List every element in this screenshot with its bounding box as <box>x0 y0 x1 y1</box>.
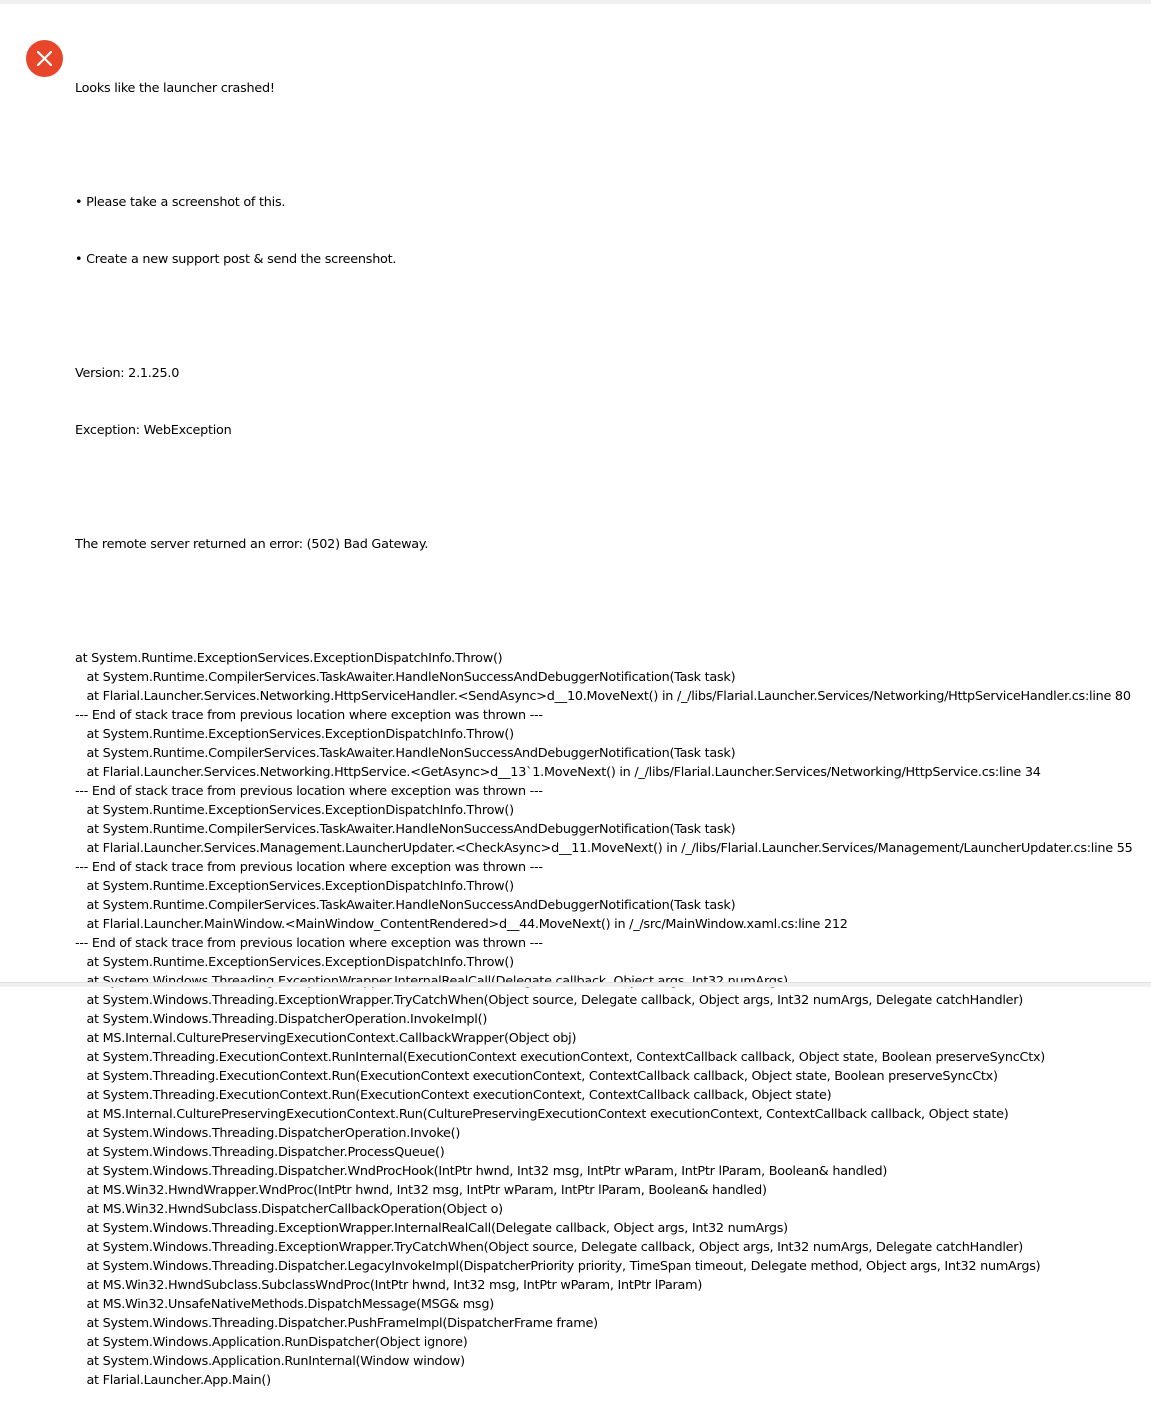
stack-trace-line: at System.Runtime.ExceptionServices.ExceptionDispatchInfo.Throw() <box>75 727 514 742</box>
stack-trace-line: at System.Windows.Threading.Dispatcher.ProcessQueue() <box>75 1145 445 1160</box>
stack-trace-line: at System.Threading.ExecutionContext.Run(ExecutionContext executionContext, ContextCallback callback, Object state, Boolean preserveSyncCtx) <box>75 1069 998 1084</box>
stack-trace-line: --- End of stack trace from previous location where exception was thrown --- <box>75 860 543 875</box>
stack-trace-line: at Flarial.Launcher.Services.Networking.HttpServiceHandler.<SendAsync>d__10.MoveNext() in /_/libs/Flarial.Launcher.Services/Networking/HttpServiceHandler.cs:line 80 <box>75 689 1131 704</box>
stack-trace-line: at System.Runtime.ExceptionServices.ExceptionDispatchInfo.Throw() <box>75 651 503 666</box>
window-bottom-edge <box>0 982 1151 987</box>
spacer <box>75 592 1145 611</box>
error-x-icon <box>26 40 63 77</box>
exception-type-label: Exception: WebException <box>75 423 232 438</box>
stack-trace-line: at System.Windows.Threading.Dispatcher.PushFrameImpl(DispatcherFrame frame) <box>75 1316 598 1331</box>
stack-trace-line: at Flarial.Launcher.App.Main() <box>75 1373 271 1388</box>
stack-trace-line: at System.Runtime.CompilerServices.TaskAwaiter.HandleNonSuccessAndDebuggerNotification(Task task) <box>75 822 736 837</box>
instruction-item: • Create a new support post & send the screenshot. <box>75 252 397 267</box>
stack-trace-line: at System.Windows.Threading.Dispatcher.LegacyInvokeImpl(DispatcherPriority priority, TimeSpan timeout, Delegate method, Object args, Int32 numArgs) <box>75 1259 1041 1274</box>
stack-trace-line: at System.Runtime.ExceptionServices.ExceptionDispatchInfo.Throw() <box>75 955 514 970</box>
stack-trace-line: at System.Windows.Threading.DispatcherOperation.InvokeImpl() <box>75 1012 488 1027</box>
spacer <box>75 136 1145 155</box>
stack-trace-line: --- End of stack trace from previous location where exception was thrown --- <box>75 784 543 799</box>
stack-trace-line: at System.Runtime.ExceptionServices.ExceptionDispatchInfo.Throw() <box>75 879 514 894</box>
stack-trace-line: at System.Runtime.ExceptionServices.ExceptionDispatchInfo.Throw() <box>75 803 514 818</box>
stack-trace-line: at System.Runtime.CompilerServices.TaskAwaiter.HandleNonSuccessAndDebuggerNotification(Task task) <box>75 670 736 685</box>
stack-trace-line: at System.Runtime.CompilerServices.TaskAwaiter.HandleNonSuccessAndDebuggerNotification(Task task) <box>75 898 736 913</box>
stack-trace-line: at System.Windows.Threading.Dispatcher.WndProcHook(IntPtr hwnd, Int32 msg, IntPtr wParam, IntPtr lParam, Boolean& handled) <box>75 1164 888 1179</box>
dialog-title: Looks like the launcher crashed! <box>75 81 275 96</box>
spacer <box>75 307 1145 326</box>
spacer <box>75 478 1145 497</box>
error-description: The remote server returned an error: (502) Bad Gateway. <box>75 537 429 552</box>
stack-trace-line: at MS.Win32.HwndWrapper.WndProc(IntPtr hwnd, Int32 msg, IntPtr wParam, IntPtr lParam, Boolean& handled) <box>75 1183 767 1198</box>
stack-trace-line: at System.Windows.Threading.DispatcherOperation.Invoke() <box>75 1126 461 1141</box>
stack-trace-line: at MS.Win32.HwndSubclass.DispatcherCallbackOperation(Object o) <box>75 1202 503 1217</box>
stack-trace-line: at Flarial.Launcher.Services.Management.LauncherUpdater.<CheckAsync>d__11.MoveNext() in /_/libs/Flarial.Launcher.Services/Management/LauncherUpdater.cs:line 55 <box>75 841 1133 856</box>
stack-trace-line: --- End of stack trace from previous location where exception was thrown --- <box>75 936 543 951</box>
stack-trace-line: at System.Threading.ExecutionContext.RunInternal(ExecutionContext executionContext, ContextCallback callback, Object state, Boolean preserveSyncCtx) <box>75 1050 1046 1065</box>
error-message-text <box>75 41 1145 1428</box>
stack-trace-line: at System.Windows.Threading.ExceptionWrapper.InternalRealCall(Delegate callback, Object args, Int32 numArgs) <box>75 1221 788 1236</box>
stack-trace-line: at System.Runtime.CompilerServices.TaskAwaiter.HandleNonSuccessAndDebuggerNotification(Task task) <box>75 746 736 761</box>
version-label: Version: 2.1.25.0 <box>75 366 180 381</box>
stack-trace-line: at MS.Win32.HwndSubclass.SubclassWndProc(IntPtr hwnd, Int32 msg, IntPtr wParam, IntPtr lParam) <box>75 1278 703 1293</box>
stack-trace <box>75 649 1145 1390</box>
instruction-item: • Please take a screenshot of this. <box>75 195 286 210</box>
stack-trace-line: at System.Windows.Application.RunInternal(Window window) <box>75 1354 465 1369</box>
stack-trace-line: at MS.Win32.UnsafeNativeMethods.DispatchMessage(MSG& msg) <box>75 1297 494 1312</box>
stack-trace-line: --- End of stack trace from previous location where exception was thrown --- <box>75 708 543 723</box>
stack-trace-line: at System.Windows.Threading.ExceptionWrapper.TryCatchWhen(Object source, Delegate callback, Object args, Int32 numArgs, Delegate catchHandler) <box>75 993 1024 1008</box>
stack-trace-line: at MS.Internal.CulturePreservingExecutionContext.CallbackWrapper(Object obj) <box>75 1031 577 1046</box>
stack-trace-line: at MS.Internal.CulturePreservingExecutionContext.Run(CulturePreservingExecutionContext executionContext, ContextCallback callback, Object state) <box>75 1107 1009 1122</box>
stack-trace-line: at Flarial.Launcher.Services.Networking.HttpService.<GetAsync>d__13`1.MoveNext() in /_/libs/Flarial.Launcher.Services/Networking/HttpService.cs:line 34 <box>75 765 1041 780</box>
stack-trace-line: at System.Threading.ExecutionContext.Run(ExecutionContext executionContext, ContextCallback callback, Object state) <box>75 1088 832 1103</box>
error-dialog-body <box>0 4 1151 1388</box>
stack-trace-line: at System.Windows.Application.RunDispatcher(Object ignore) <box>75 1335 468 1350</box>
stack-trace-line: at System.Windows.Threading.ExceptionWrapper.TryCatchWhen(Object source, Delegate callback, Object args, Int32 numArgs, Delegate catchHandler) <box>75 1240 1024 1255</box>
stack-trace-line: at Flarial.Launcher.MainWindow.<MainWindow_ContentRendered>d__44.MoveNext() in /_/src/MainWindow.xaml.cs:line 212 <box>75 917 848 932</box>
